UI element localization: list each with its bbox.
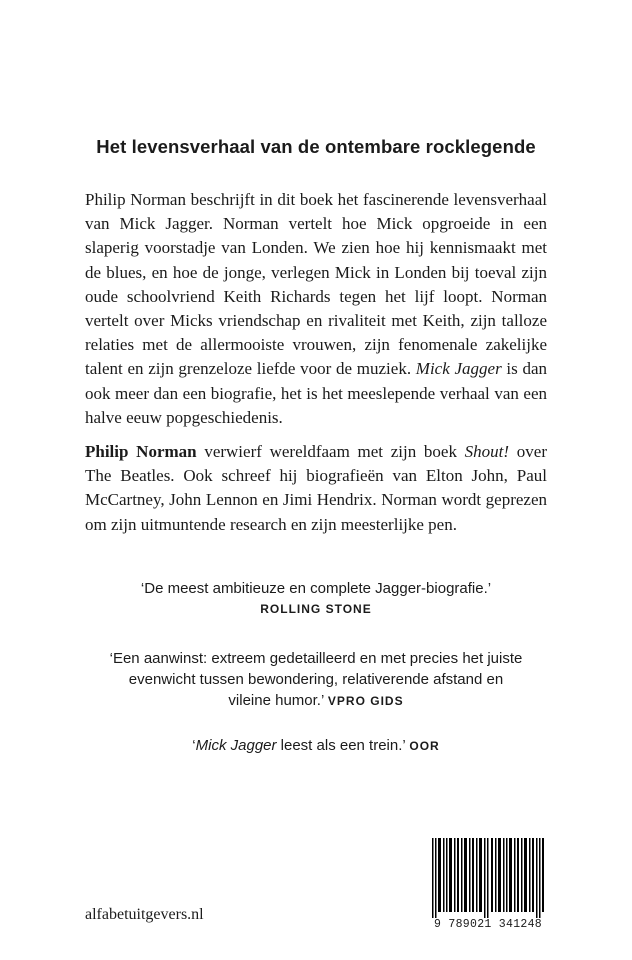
publisher-url[interactable]: alfabetuitgevers.nl (85, 906, 204, 923)
synopsis-paragraph (85, 188, 547, 430)
review-quote-text: ‘De meest ambitieuze en complete Jagger-biografie.’ (140, 580, 492, 597)
synopsis-text-a: Philip Norman beschrijft in dit boek het fascinerende levensverhaal van Mick Jagger. Norman vertelt hoe Mick opgroeide in een slaperig voorstadje van Londen. We zien hoe hij kennismaakt met de blues, en hoe de jonge, verlegen Mick in Londen bij toeval zijn oude schoolvriend Keith Richards tegen het lijf loopt. Norman vertelt over Micks vriendschap en rivaliteit met Keith, zijn talloze relaties met de allermooiste vrouwen, zijn fenomenale zakelijke talent en zijn grenzeloze liefde voor de muziek. (85, 190, 547, 379)
isbn-barcode (430, 838, 546, 938)
review-quote-3 (0, 735, 632, 757)
isbn-number: 9 789021 341248 (433, 918, 543, 931)
barcode-bars (430, 838, 546, 918)
review-quote-1 (0, 578, 632, 620)
review-source: ROLLING STONE (260, 602, 372, 616)
open-quote-mark: ‘ (192, 737, 196, 754)
review-source: OOR (409, 739, 440, 753)
review-quote-2 (0, 648, 632, 712)
review-quote-title-italic: Mick Jagger (195, 737, 277, 754)
back-cover-heading: Het levensverhaal van de ontembare rocklegende (96, 136, 536, 157)
review-quote-text: ‘Een aanwinst: extreem gedetailleerd en met precies het juiste evenwicht tussen bewondering, relativerende afstand en vileine humor.’ (109, 650, 523, 709)
review-quote-text: leest als een trein.’ (276, 737, 406, 754)
author-bio-paragraph (85, 440, 547, 537)
synopsis-title-italic: Mick Jagger (415, 359, 502, 379)
review-source: VPRO GIDS (327, 694, 404, 708)
synopsis-text-b: is dan ook meer dan een biografie, het is het meeslepende verhaal van een halve eeuw popgeschiedenis. (85, 359, 548, 427)
shout-title-italic: Shout! (464, 442, 510, 461)
author-name: Philip Norman (85, 442, 197, 461)
author-bio-text-b: over The Beatles. Ook schreef hij biografieën van Elton John, Paul McCartney, John Lennon en Jimi Hendrix. Norman wordt geprezen om zijn uitmuntende research en zijn meesterlijke pen. (85, 442, 547, 534)
author-bio-text-a: verwierf wereldfaam met zijn boek (196, 442, 465, 461)
